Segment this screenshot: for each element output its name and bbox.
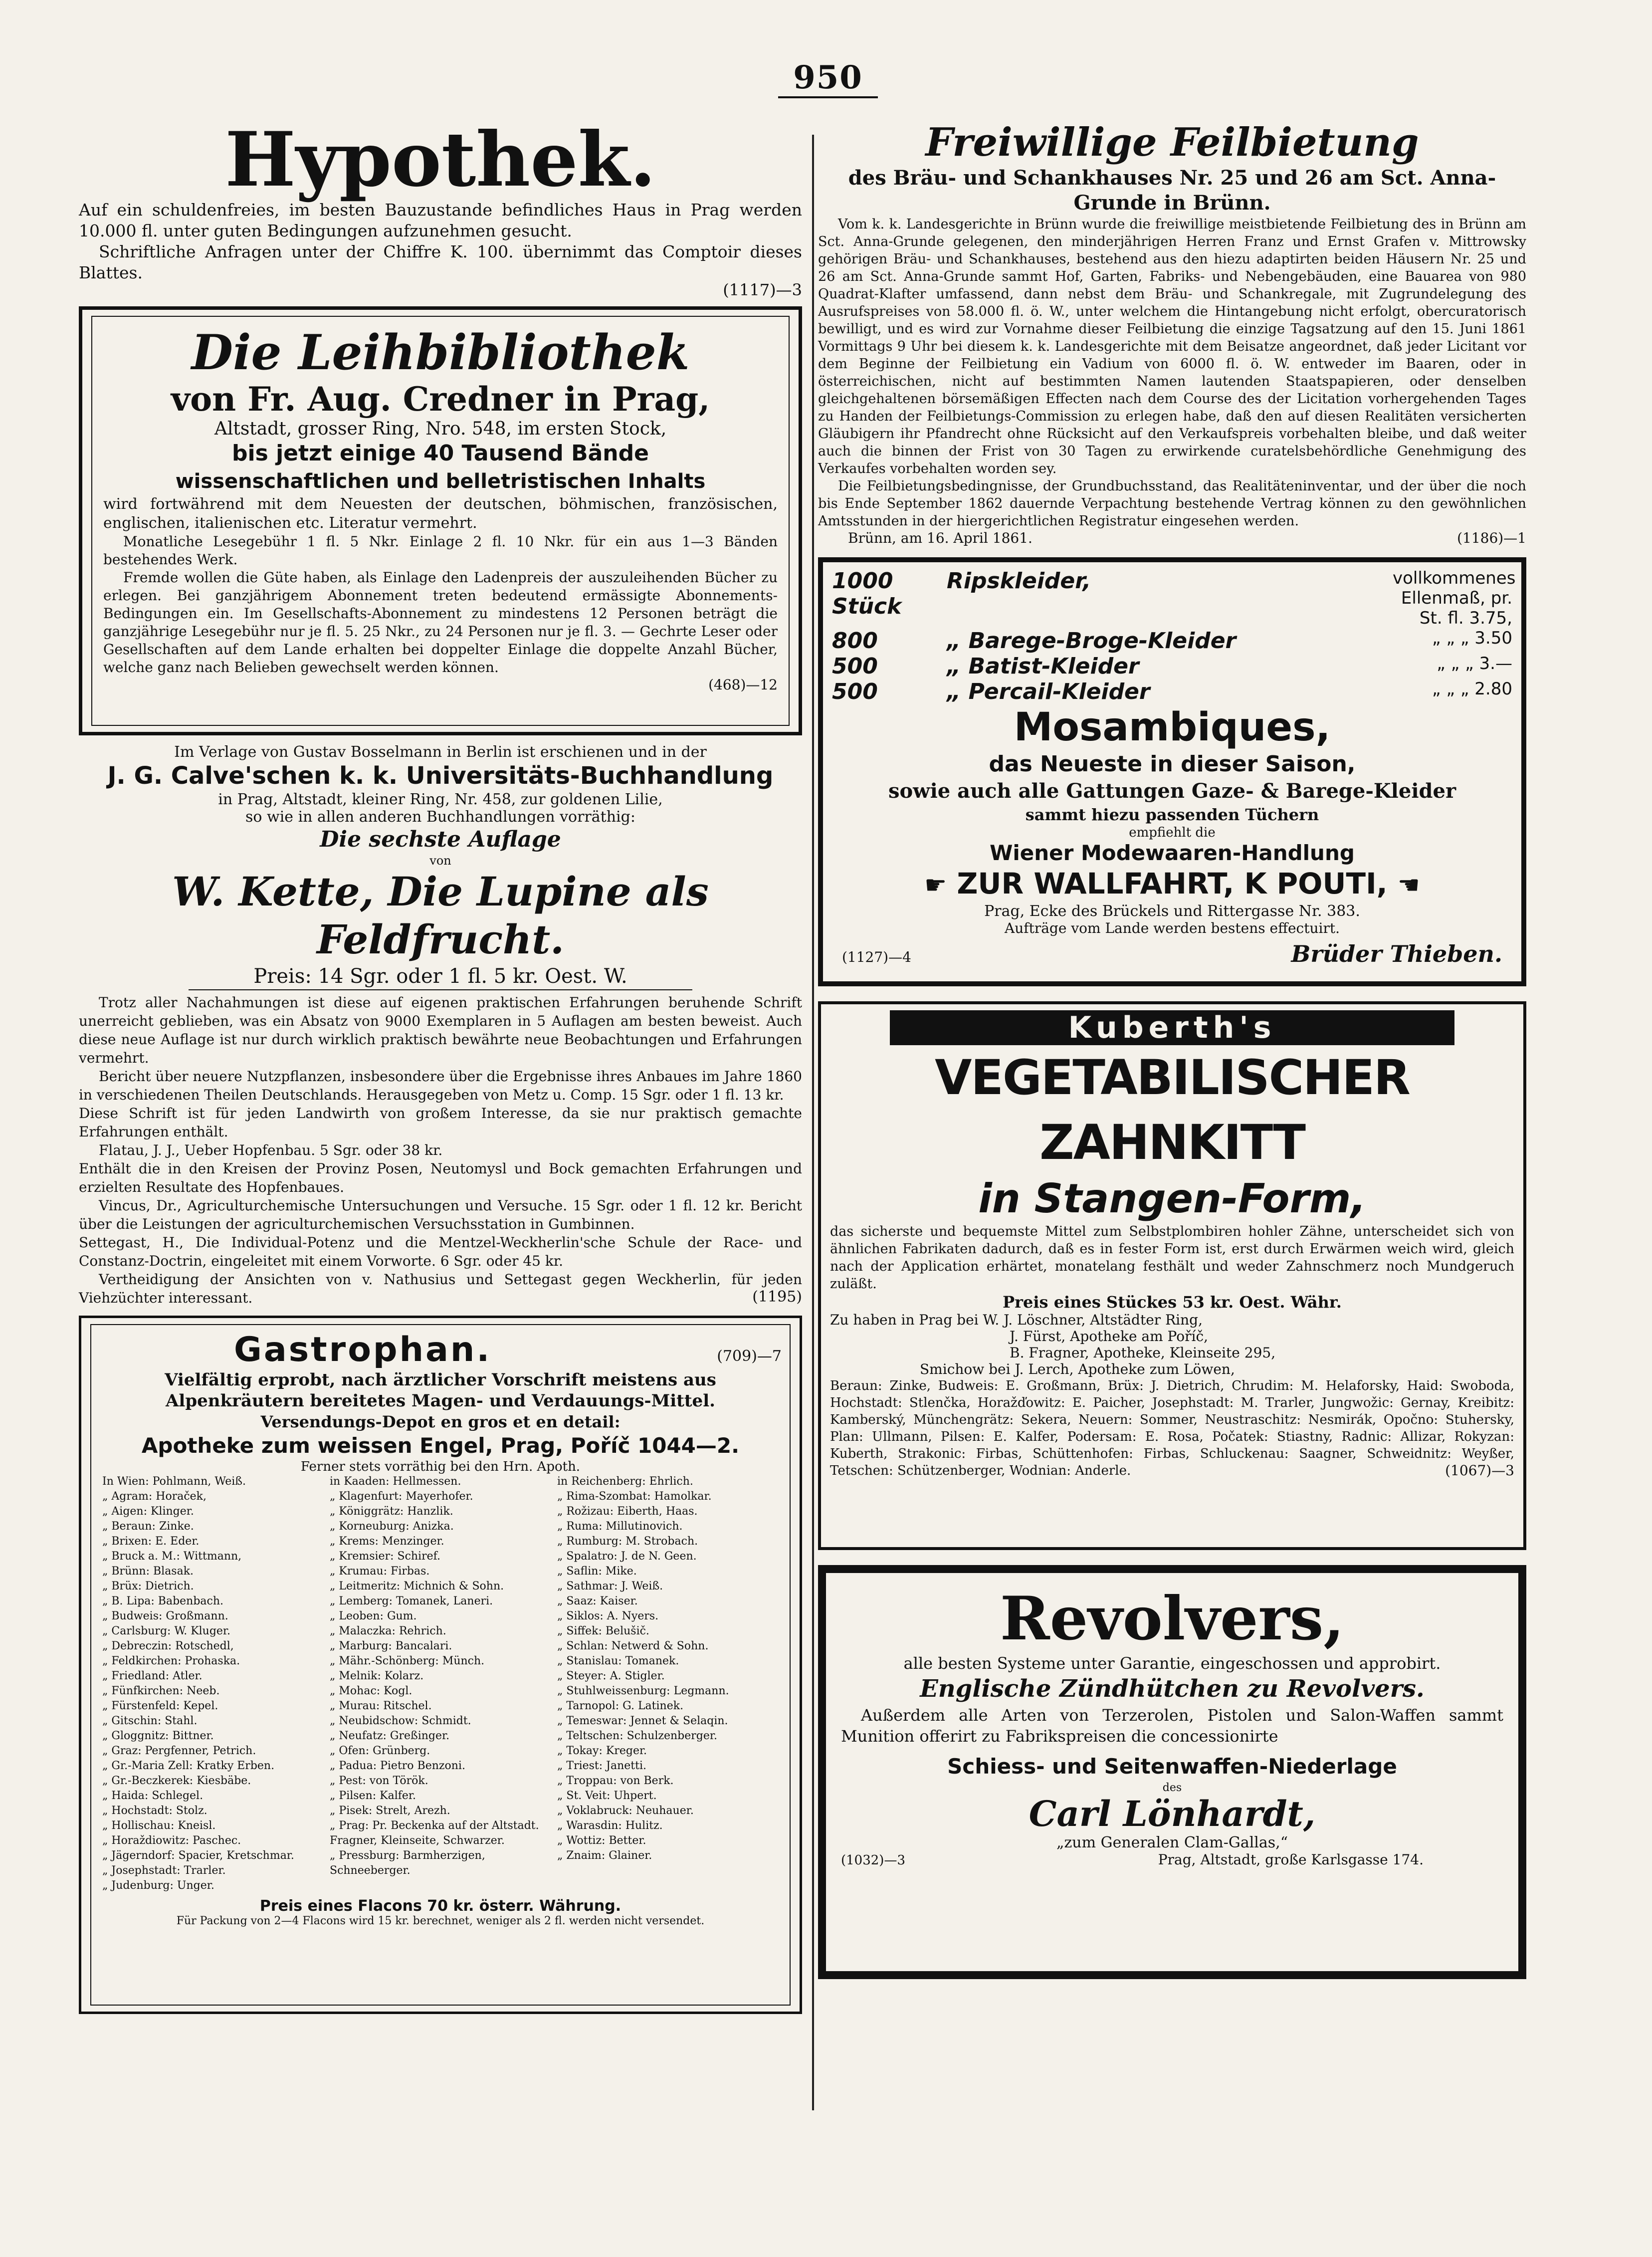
zahnkitt-title: VEGETABILISCHER ZAHNKITT [935, 1050, 1410, 1170]
calve-paragraph: Settegast, H., Die Individual-Potenz und die Mentzel-Weckherlin'sche Schule der Race- und Constanz-Doctrin, eingeleitet mit einem Vorworte. 6 Sgr. oder 45 kr. [79, 1234, 802, 1269]
gastrophan-line2: Versendungs-Depot en gros et en detail: [260, 1412, 620, 1431]
calve-ad [79, 743, 802, 1306]
price-qty: 500 [832, 654, 878, 679]
calve-intro: Im Verlage von Gustav Bosselmann in Berlin ist erschienen und in der [174, 743, 707, 761]
column-divider [812, 135, 814, 2110]
depot-entry: „ Brünn: Blasak. [102, 1565, 194, 1578]
calve-paragraph: Bericht über neuere Nutzpflanzen, insbesondere über die Ergebnisse ihres Anbaues im Jahre 1860 in verschiedenen Theilen Deutschlands. Herausgegeben von Metz u. Comp. 15 Sgr. oder 1 fl. 13 kr. [79, 1068, 802, 1103]
calve-price: Preis: 14 Sgr. oder 1 fl. 5 kr. Oest. W. [189, 963, 692, 990]
pouti-wiener: Wiener Modewaaren-Handlung [990, 841, 1355, 865]
depot-entry: „ Siffek: Belušič. [557, 1625, 649, 1637]
leihbibliothek-title: Die Leihbibliothek [191, 324, 690, 381]
depot-entry: „ Stanislau: Tomanek. [557, 1655, 679, 1667]
depot-entry: „ Saflin: Mike. [557, 1565, 637, 1578]
depot-entry: „ Hochstadt: Stolz. [102, 1805, 207, 1817]
zahnkitt-z3: B. Fragner, Apotheke, Kleinseite 295, [1010, 1345, 1276, 1361]
depot-entry: „ Fürstenfeld: Kepel. [102, 1700, 218, 1712]
depot-entry: „ Prag: Pr. Beckenka auf der Altstadt. [330, 1819, 539, 1832]
price-list [832, 568, 1516, 704]
depot-entry: „ Budweis: Großmann. [102, 1610, 228, 1622]
feilbietung-sub: des Bräu- und Schankhauses Nr. 25 und 26 am Sct. Anna-Grunde in Brünn. [848, 166, 1496, 215]
gastrophan-line3: Apotheke zum weissen Engel, Prag, Poříč 1044—2. [141, 1433, 740, 1458]
price-qty: 800 [832, 628, 878, 654]
depot-entry: „ Neufatz: Greßinger. [330, 1730, 450, 1742]
depot-entry: „ B. Lipa: Babenbach. [102, 1595, 224, 1607]
depot-entry: „ Pilsen: Kalfer. [330, 1790, 416, 1802]
depot-entry: „ Lemberg: Tomanek, Laneri. [330, 1595, 493, 1607]
leihbibliothek-line7: Fremde wollen die Güte haben, als Einlage den Ladenpreis der auszuleihenden Bücher zu erlegen. Bei ganzjährigem Abonnement treten bedeutend ermässigte Abonnements-Bedingungen ein. Im Gesellschafts-Abonnement zu mindestens 12 Personen beträgt die ganzjährige Lesegebühr nur je fl. 5. 25 Nkr., zu 24 Personen nur je fl. 3. — Gechrte Leser oder Gesellschaften auf dem Lande erhalten bei doppelter Einlage die doppelte Anzahl Bücher, welche ganz nach Belieben gewechselt werden können. [103, 569, 778, 676]
pouti-ad [818, 557, 1526, 986]
gastrophan-pack: Für Packung von 2—4 Flacons wird 15 kr. berechnet, weniger als 2 fl. werden nicht versendet. [176, 1915, 705, 1927]
gastrophan-line4: Ferner stets vorräthig bei den Hrn. Apoth. [300, 1459, 581, 1474]
depot-entry: „ Marburg: Bancalari. [330, 1640, 452, 1652]
pointing-hand-left-icon: ☚ [1397, 871, 1420, 900]
depot-entry: „ Schlan: Netwerd & Sohn. [557, 1640, 709, 1652]
feilbietung-ref: (1186)—1 [1457, 530, 1526, 546]
depot-entry: „ Gr.-Maria Zell: Kratky Erben. [102, 1760, 275, 1772]
depot-entry: „ Feldkirchen: Prohaska. [102, 1655, 240, 1667]
pouti-firm: Brüder Thieben. [1291, 940, 1502, 967]
calve-paragraph: Vincus, Dr., Agriculturchemische Untersuchungen und Versuche. 15 Sgr. oder 1 fl. 12 kr. Bericht über die Leistungen der agriculturchemischen Versuchsstation in Gumbinnen. [79, 1197, 802, 1232]
depot-entry: „ Aigen: Klinger. [102, 1505, 194, 1518]
pointing-hand-icon: ☛ [924, 871, 947, 900]
price-desc: „ „ „ 3.50 [1432, 628, 1512, 648]
price-name: „ Percail-Kleider [947, 679, 1150, 704]
depot-entry: „ Siklos: A. Nyers. [557, 1610, 659, 1622]
depot-entry: „ Klagenfurt: Mayerhofer. [330, 1490, 473, 1503]
depot-entry: „ Pressburg: Barmherzigen, Schneeberger. [330, 1849, 485, 1877]
depot-entry: „ Friedland: Atler. [102, 1670, 203, 1682]
depot-entry: „ Hollischau: Kneisl. [102, 1819, 216, 1832]
depot-entry: „ Kremsier: Schiref. [330, 1550, 440, 1563]
leihbibliothek-ad [79, 306, 802, 735]
calve-paragraph: Flatau, J. J., Ueber Hopfenbau. 5 Sgr. oder 38 kr. [99, 1142, 443, 1158]
price-row [832, 654, 1512, 679]
depot-entry: Fragner, Kleinseite, Schwarzer. [330, 1834, 505, 1847]
depot-entry: „ Gloggnitz: Bittner. [102, 1730, 214, 1742]
gastrophan-places [99, 1474, 782, 1893]
hypothek-title: Hypothek. [225, 116, 656, 204]
calve-ref: (1195) [752, 1288, 802, 1306]
depot-entry: „ Rumburg: M. Strobach. [557, 1535, 698, 1548]
pouti-addr: Prag, Ecke des Brückels und Rittergasse Nr. 383. [984, 903, 1360, 920]
calve-addr2: so wie in allen anderen Buchhandlungen vorräthig: [245, 808, 635, 826]
depot-entry: „ Teltschen: Schulzenberger. [557, 1730, 717, 1742]
pouti-tuch: sammt hiezu passenden Tüchern [1025, 805, 1319, 824]
depot-entry: „ Mähr.-Schönberg: Münch. [330, 1655, 485, 1667]
leihbibliothek-line1: von Fr. Aug. Credner in Prag, [171, 380, 710, 419]
depot-entry: „ Padua: Pietro Benzoni. [330, 1760, 465, 1772]
depot-entry: „ Beraun: Zinke. [102, 1520, 194, 1533]
depot-entry: „ Josephstadt: Trarler. [102, 1864, 226, 1877]
depot-entry: „ Fünfkirchen: Neeb. [102, 1685, 220, 1697]
price-name: „ Barege-Broge-Kleider [947, 628, 1237, 654]
pouti-moz: Mosambiques, [1014, 705, 1331, 750]
places-column-1 [99, 1474, 327, 1893]
revolvers-des: des [1162, 1782, 1182, 1794]
depot-entry: „ Warasdin: Hulitz. [557, 1819, 663, 1832]
zahnkitt-z2: J. Fürst, Apotheke am Poříč, [1010, 1328, 1209, 1345]
left-column [79, 116, 802, 2014]
calve-paragraph: Vertheidigung der Ansichten von v. Nathusius und Settegast gegen Weckherlin, für jeden Viehzüchter interessant. [79, 1271, 802, 1306]
depot-entry: „ Tarnopol: G. Latinek. [557, 1700, 684, 1712]
feilbietung-body: Vom k. k. Landesgerichte in Brünn wurde die freiwillige meistbietende Feilbietung des in Brünn am Sct. Anna-Grunde gelegenen, den minderjährigen Herren Franz und Ernst Grafen v. Mittrowsky gehörigen Bräu- und Schankhauses, bestehend aus den hiezu adaptirten beiden Häusern Nr. 25 und 26 am Sct. Anna-Grunde sammt Hof, Garten, Fabriks- und Nebengebäuden, eine Bauarea von 980 Quadrat-Klafter umfassend, dann nebst dem Bräu- und Schankregale, mit Zugrundelegung des Ausrufspreises von 58.000 fl. ö. W., unter welchem die Hintangebung nicht erfolgt, obercuratorisch bewilligt, und es wird zur Vornahme dieser Feilbietung die einzige Tagsatzung auf den 15. Juni 1861 Vormittags 9 Uhr bei diesem k. k. Landesgerichte mit dem Beisatze angeordnet, daß jeder Licitant vor dem Beginne der Feilbietung ein Vadium von 6000 fl. ö. W. entweder im Baaren, oder in österreichischen, nicht auf bestimmten Namen lautenden Staatspapieren, oder denselben gleichgehaltenen börsemäßigen Effecten nach dem Course des der Licitation vorhergehenden Tages zu Handen der Feilbietungs-Commission zu erlegen habe, daß den auf diesen Realitäten versicherten Gläubigern ihr Pfandrecht ohne Rücksicht auf den Verkaufspreis vorbehalten bleibe, und daß weiter auch die binnen der Frist von 30 Tagen zu erwirkende curatelsbehördliche Genehmigung des Verkaufes vorbehalten worden sey. [818, 217, 1526, 476]
calve-von: von [429, 854, 451, 868]
calve-paragraph: Enthält die in den Kreisen der Provinz Posen, Neutomysl und Bock gemachten Erfahrungen und erzielten Resultate des Hopfenbaues. [79, 1160, 802, 1195]
depot-entry: „ Haida: Schlegel. [102, 1790, 204, 1802]
calve-addr: in Prag, Altstadt, kleiner Ring, Nr. 458, zur goldenen Lilie, [218, 791, 663, 808]
leihbibliothek-line4: wissenschaftlichen und belletristischen Inhalts [175, 470, 706, 493]
depot-entry: „ Krumau: Firbas. [330, 1565, 430, 1578]
depot-entry: in Kaaden: Hellmessen. [330, 1475, 461, 1488]
revolvers-title: Revolvers, [1000, 1583, 1345, 1654]
depot-entry: „ Königgrätz: Hanzlik. [330, 1505, 453, 1518]
revolvers-l4: Schiess- und Seitenwaffen-Niederlage [947, 1754, 1397, 1779]
page-number: 950 [778, 59, 878, 98]
depot-entry: „ Troppau: von Berk. [557, 1775, 674, 1787]
depot-entry: „ Stuhlweissenburg: Legmann. [557, 1685, 729, 1697]
hypothek-text: Auf ein schuldenfreies, im besten Bauzustande befindliches Haus in Prag werden 10.000 fl. unter guten Bedingungen aufzunehmen gesucht. [79, 200, 802, 240]
zahnkitt-z4: Smichow bei J. Lerch, Apotheke zum Löwen, [920, 1361, 1235, 1377]
places-column-3 [554, 1474, 782, 1893]
revolvers-ref: (1032)—3 [841, 1853, 905, 1868]
calve-firm: J. G. Calve'schen k. k. Universitäts-Buchhandlung [107, 762, 774, 790]
depot-entry: „ Wottiz: Better. [557, 1834, 646, 1847]
pouti-neu: das Neueste in dieser Saison, [989, 751, 1356, 777]
depot-entry: „ Neubidschow: Schmidt. [330, 1715, 471, 1727]
gastrophan-ad [79, 1316, 802, 2014]
depot-entry: „ Agram: Horaček, [102, 1490, 206, 1503]
zahnkitt-body: das sicherste und bequemste Mittel zum Selbstplombiren hohler Zähne, unterscheidet sich von ähnlichen Fabrikaten dadurch, daß es in fester Form ist, erst durch Erwärmen weich wird, gleich nach der Application erhärtet, monatelang festhält und weder Zahnschmerz noch Mundgeruch zuläßt. [830, 1224, 1514, 1292]
revolvers-addr: Prag, Altstadt, große Karlsgasse 174. [1158, 1851, 1424, 1868]
depot-entry: „ St. Veit: Uhpert. [557, 1790, 657, 1802]
right-column [818, 120, 1526, 1979]
depot-entry: „ Melnik: Kolarz. [330, 1670, 424, 1682]
depot-entry: In Wien: Pohlmann, Weiß. [102, 1475, 246, 1488]
revolvers-ad [818, 1565, 1526, 1979]
revolvers-l3: Außerdem alle Arten von Terzerolen, Pistolen und Salon-Waffen sammt Munition offerirt zu Fabrikspreisen die concessionirte [841, 1706, 1503, 1746]
leihbibliothek-ref: (468)—12 [708, 677, 778, 693]
depot-entry: „ Triest: Janetti. [557, 1760, 647, 1772]
depot-entry: „ Gitschin: Stahl. [102, 1715, 198, 1727]
depot-entry: „ Leoben: Gum. [330, 1610, 417, 1622]
depot-entry: „ Voklabruck: Neuhauer. [557, 1805, 694, 1817]
price-row [832, 568, 1516, 628]
pouti-empf: empfiehlt die [1129, 825, 1216, 840]
depot-entry: „ Tokay: Kreger. [557, 1745, 647, 1757]
revolvers-l1: alle besten Systeme unter Garantie, eingeschossen und approbirt. [903, 1654, 1441, 1673]
revolvers-l2: Englische Zündhütchen zu Revolvers. [920, 1675, 1425, 1703]
leihbibliothek-line5: wird fortwährend mit dem Neuesten der deutschen, böhmischen, französischen, englischen, italienischen etc. Literatur vermehrt. [103, 495, 778, 532]
depot-entry: „ Murau: Ritschel. [330, 1700, 432, 1712]
depot-entry: „ Gr.-Beczkerek: Kiesbäbe. [102, 1775, 251, 1787]
feilbietung-title: Freiwillige Feilbietung [925, 120, 1419, 165]
zahnkitt-sub: in Stangen-Form, [978, 1175, 1366, 1222]
depot-entry: „ Saaz: Kaiser. [557, 1595, 638, 1607]
depot-entry: „ Temeswar: Jennet & Selaqin. [557, 1715, 728, 1727]
depot-entry: in Reichenberg: Ehrlich. [557, 1475, 693, 1488]
depot-entry: „ Spalatro: J. de N. Geen. [557, 1550, 697, 1563]
depot-entry: „ Judenburg: Unger. [102, 1879, 214, 1892]
depot-entry: „ Pisek: Strelt, Arezh. [330, 1805, 450, 1817]
depot-entry: „ Korneuburg: Anizka. [330, 1520, 454, 1533]
leihbibliothek-line6: Monatliche Lesegebühr 1 fl. 5 Nkr. Einlage 2 fl. 10 Nkr. für ein aus 1—3 Bänden bestehendes Werk. [103, 533, 778, 568]
pouti-zur: ZUR WALLFAHRT, K POUTI, [957, 867, 1388, 901]
price-qty: 500 [832, 679, 878, 704]
leihbibliothek-line3: bis jetzt einige 40 Tausend Bände [232, 441, 649, 466]
calve-title: W. Kette, Die Lupine als Feldfrucht. [172, 868, 709, 963]
hypothek-ref: (1117)—3 [723, 280, 802, 299]
price-name: „ Batist-Kleider [947, 654, 1139, 679]
depot-entry: „ Horaždiowitz: Paschec. [102, 1834, 241, 1847]
zahnkitt-ad [818, 1001, 1526, 1550]
depot-entry: „ Leitmeritz: Michnich & Sohn. [330, 1580, 504, 1592]
depot-entry: „ Debreczin: Rotschedl, [102, 1640, 234, 1652]
places-column-2 [327, 1474, 554, 1893]
depot-entry: „ Brixen: E. Eder. [102, 1535, 200, 1548]
depot-entry: „ Carlsburg: W. Kluger. [102, 1625, 231, 1637]
calve-edition: Die sechste Auflage [320, 827, 561, 852]
price-qty: 1000 Stück [832, 568, 902, 619]
pouti-ref: (1127)—4 [842, 949, 911, 965]
calve-paragraph: Trotz aller Nachahmungen ist diese auf eigenen praktischen Erfahrungen beruhende Schrift unerreicht geblieben, was ein Absatz von 9000 Exemplaren in 5 Auflagen am besten beweist. Auch diese neue Auflage ist nur durch wirklich praktisch bewährte neue Beobachtungen und Erfahrungen vermehrt. [79, 994, 802, 1066]
hypothek-text2: Schriftliche Anfragen unter der Chiffre K. 100. übernimmt das Comptoir dieses Blattes. [79, 242, 802, 282]
depot-entry: „ Ofen: Grünberg. [330, 1745, 430, 1757]
calve-body [79, 993, 802, 1307]
depot-entry: „ Znaim: Glainer. [557, 1849, 652, 1862]
depot-entry: „ Mohac: Kogl. [330, 1685, 413, 1697]
depot-entry: „ Brüx: Dietrich. [102, 1580, 194, 1592]
price-row [832, 628, 1512, 654]
depot-entry: „ Malaczka: Rehrich. [330, 1625, 446, 1637]
price-desc: „ „ „ 3.— [1437, 654, 1512, 674]
gastrophan-title: Gastrophan. [234, 1330, 492, 1369]
zahnkitt-price: Preis eines Stückes 53 kr. Oest. Währ. [1003, 1293, 1342, 1312]
feilbietung-ad [818, 120, 1526, 546]
depot-entry: „ Rima-Szombat: Hamolkar. [557, 1490, 712, 1503]
gastrophan-ref: (709)—7 [717, 1348, 782, 1365]
zahnkitt-rest: Beraun: Zinke, Budweis: E. Großmann, Brüx: J. Dietrich, Chrudim: M. Helaforsky, Haid: Swoboda, Hochstadt: Stlenčka, Horažďowitz: E. Paicher, Josephstadt: M. Trarler, Jungwožic: Gernay, Kreibitz: Kamberský, Münchengrätz: Sekera, Neuern: Sommer, Neustraschitz: Nesmirák, Opočno: Stuhersky, Plan: Ullmann, Pilsen: E. Kalfer, Podersam: E. Rosa, Počatek: Stiastny, Radnic: Allizar, Rokyzan: Kuberth, Strakonic: Firbas, Schüttenhofen: Firbas, Schluckenau: Saagner, Schweidnitz: Weyßer, Tetschen: Schützenberger, Wodnian: Anderle. [830, 1378, 1514, 1478]
depot-entry: „ Pest: von Török. [330, 1775, 428, 1787]
feilbietung-date: Brünn, am 16. April 1861. [848, 530, 1032, 546]
zahnkitt-kuberth: Kuberth's [890, 1010, 1454, 1045]
pouti-auftr: Aufträge vom Lande werden bestens effectuirt. [1004, 920, 1340, 936]
leihbibliothek-line2: Altstadt, grosser Ring, Nro. 548, im ersten Stock, [214, 419, 667, 439]
price-row [832, 679, 1512, 704]
price-desc: „ „ „ 2.80 [1432, 679, 1512, 699]
revolvers-name: Carl Lönhardt, [1029, 1793, 1316, 1834]
revolvers-l5: „zum Generalen Clam-Gallas,“ [1056, 1834, 1288, 1851]
depot-entry: „ Rožizau: Eiberth, Haas. [557, 1505, 698, 1518]
depot-entry: „ Bruck a. M.: Wittmann, [102, 1550, 242, 1563]
depot-entry: „ Steyer: A. Stigler. [557, 1670, 665, 1682]
depot-entry: „ Graz: Pergfenner, Petrich. [102, 1745, 256, 1757]
price-desc: vollkommenes Ellenmaß, pr. St. fl. 3.75, [1393, 568, 1516, 628]
gastrophan-price: Preis eines Flacons 70 kr. österr. Währung. [259, 1897, 621, 1915]
pouti-zur-line [832, 866, 1512, 903]
depot-entry: „ Sathmar: J. Weiß. [557, 1580, 663, 1592]
depot-entry: „ Jägerndorf: Spacier, Kretschmar. [102, 1849, 294, 1862]
zahnkitt-zu: Zu haben in Prag bei W. J. Löschner, Altstädter Ring, [830, 1312, 1203, 1328]
depot-entry: „ Krems: Menzinger. [330, 1535, 444, 1548]
zahnkitt-ref: (1067)—3 [1445, 1462, 1514, 1479]
calve-paragraph: Diese Schrift ist für jeden Landwirth von großem Interesse, da sie nur praktisch gemachte Erfahrungen enthält. [79, 1105, 802, 1140]
depot-entry: „ Ruma: Millutinovich. [557, 1520, 683, 1533]
price-name: Ripskleider, [947, 568, 1091, 594]
hypothek-ad [79, 116, 802, 299]
gastrophan-line1: Vielfältig erprobt, nach ärztlicher Vorschrift meistens aus Alpenkräutern bereitetes Magen- und Verdauungs-Mittel. [165, 1370, 716, 1411]
feilbietung-body2: Die Feilbietungsbedingnisse, der Grundbuchsstand, das Realitäteninventar, und der über die noch bis Ende September 1862 dauernde Verpachtung bestehende Vertrag können zu den gewöhnlichen Amtsstunden in der hiergerichtlichen Registratur eingesehen werden. [818, 478, 1526, 529]
pouti-gaze: sowie auch alle Gattungen Gaze- & Barege-Kleider [888, 779, 1456, 803]
